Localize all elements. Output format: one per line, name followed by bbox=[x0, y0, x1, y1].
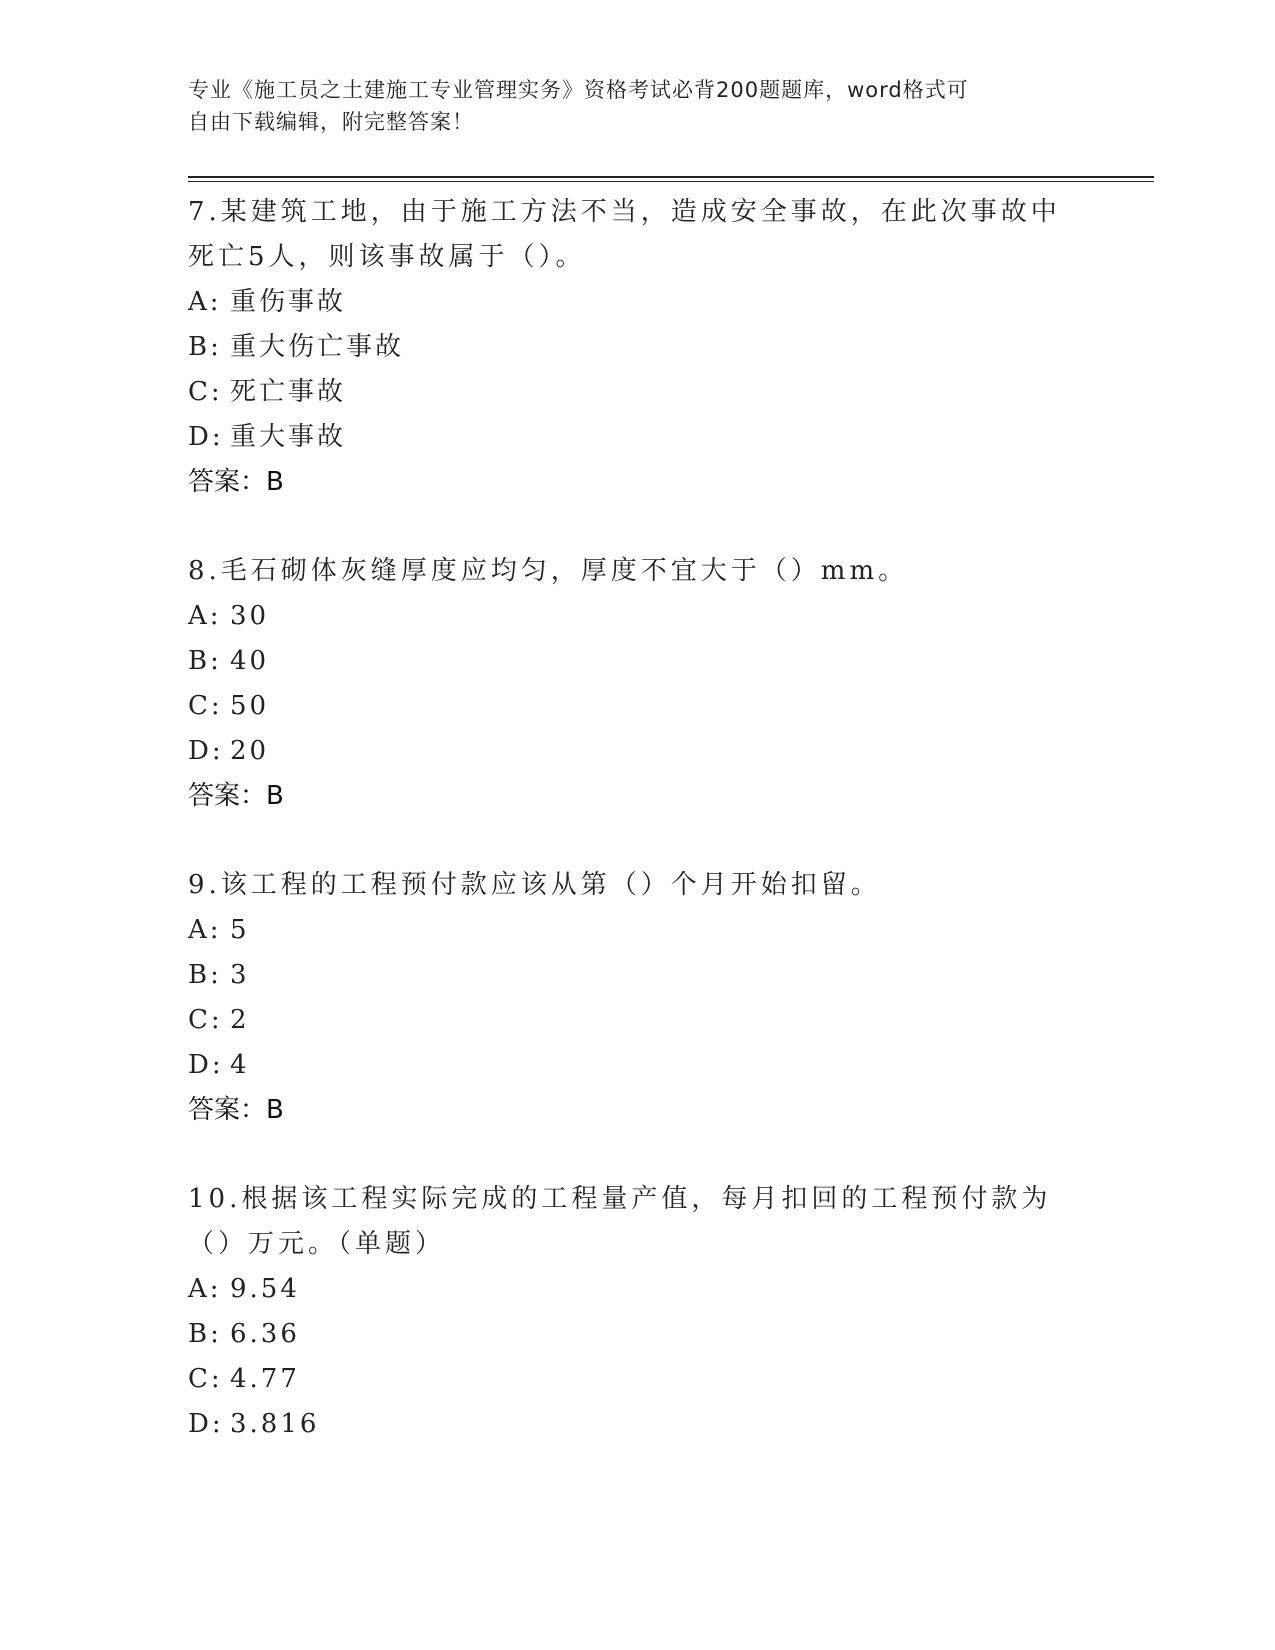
question-stem: 8.毛石砌体灰缝厚度应均匀，厚度不宜大于（）mm。 bbox=[188, 556, 909, 586]
option-text: 3 bbox=[230, 960, 250, 990]
option-key: B: bbox=[188, 646, 222, 676]
question-stem: 7.某建筑工地，由于施工方法不当，造成安全事故，在此次事故中死亡5人，则该事故属于（）。 bbox=[188, 197, 1061, 272]
option-key: D: bbox=[188, 736, 224, 766]
option-d bbox=[188, 1402, 1068, 1447]
option-text: 5 bbox=[230, 915, 250, 945]
option-key: D: bbox=[188, 422, 224, 452]
option-b bbox=[188, 953, 1068, 998]
option-text: 6.36 bbox=[230, 1319, 300, 1349]
answer-line: 答案：B bbox=[188, 1095, 284, 1125]
option-text: 4 bbox=[230, 1050, 250, 1080]
option-a bbox=[188, 908, 1068, 953]
option-key: B: bbox=[188, 1319, 222, 1349]
option-d bbox=[188, 415, 1068, 460]
option-text: 30 bbox=[230, 601, 270, 631]
option-d bbox=[188, 1043, 1068, 1088]
question-7 bbox=[188, 190, 1068, 505]
header-divider-thick bbox=[188, 176, 1154, 178]
header-divider-thin bbox=[188, 181, 1154, 182]
option-c bbox=[188, 684, 1068, 729]
option-key: C: bbox=[188, 1364, 223, 1394]
option-key: D: bbox=[188, 1050, 224, 1080]
option-text: 死亡事故 bbox=[230, 377, 347, 407]
option-text: 重伤事故 bbox=[230, 287, 347, 317]
option-key: C: bbox=[188, 691, 223, 721]
option-a bbox=[188, 280, 1068, 325]
option-b bbox=[188, 1312, 1068, 1357]
option-key: A: bbox=[188, 915, 222, 945]
question-stem: 9.该工程的工程预付款应该从第（）个月开始扣留。 bbox=[188, 870, 881, 900]
option-text: 50 bbox=[230, 691, 270, 721]
option-text: 3.816 bbox=[230, 1409, 320, 1439]
option-key: B: bbox=[188, 332, 222, 362]
document-header bbox=[188, 74, 1068, 138]
option-d bbox=[188, 729, 1068, 774]
option-text: 9.54 bbox=[230, 1274, 300, 1304]
option-key: B: bbox=[188, 960, 222, 990]
option-c bbox=[188, 998, 1068, 1043]
option-text: 20 bbox=[230, 736, 270, 766]
option-key: C: bbox=[188, 377, 223, 407]
option-key: A: bbox=[188, 1274, 222, 1304]
option-c bbox=[188, 1357, 1068, 1402]
option-key: D: bbox=[188, 1409, 224, 1439]
option-key: A: bbox=[188, 287, 222, 317]
question-9 bbox=[188, 863, 1068, 1133]
question-stem: 10.根据该工程实际完成的工程量产值，每月扣回的工程预付款为（）万元。（单题） bbox=[188, 1184, 1052, 1259]
option-key: A: bbox=[188, 601, 222, 631]
answer-line: 答案：B bbox=[188, 781, 284, 811]
option-a bbox=[188, 1267, 1068, 1312]
option-text: 重大伤亡事故 bbox=[230, 332, 405, 362]
question-8 bbox=[188, 549, 1068, 819]
header-line-1: 专业《施工员之土建施工专业管理实务》资格考试必背200题题库，word格式可 bbox=[188, 78, 969, 102]
option-text: 2 bbox=[230, 1005, 250, 1035]
option-text: 重大事故 bbox=[230, 422, 347, 452]
option-text: 40 bbox=[230, 646, 270, 676]
option-text: 4.77 bbox=[230, 1364, 300, 1394]
option-key: C: bbox=[188, 1005, 223, 1035]
option-b bbox=[188, 325, 1068, 370]
option-c bbox=[188, 370, 1068, 415]
question-list bbox=[188, 190, 1068, 1491]
option-b bbox=[188, 639, 1068, 684]
question-10 bbox=[188, 1177, 1068, 1447]
option-a bbox=[188, 594, 1068, 639]
answer-line: 答案：B bbox=[188, 467, 284, 497]
header-line-2: 自由下载编辑，附完整答案！ bbox=[188, 110, 474, 134]
